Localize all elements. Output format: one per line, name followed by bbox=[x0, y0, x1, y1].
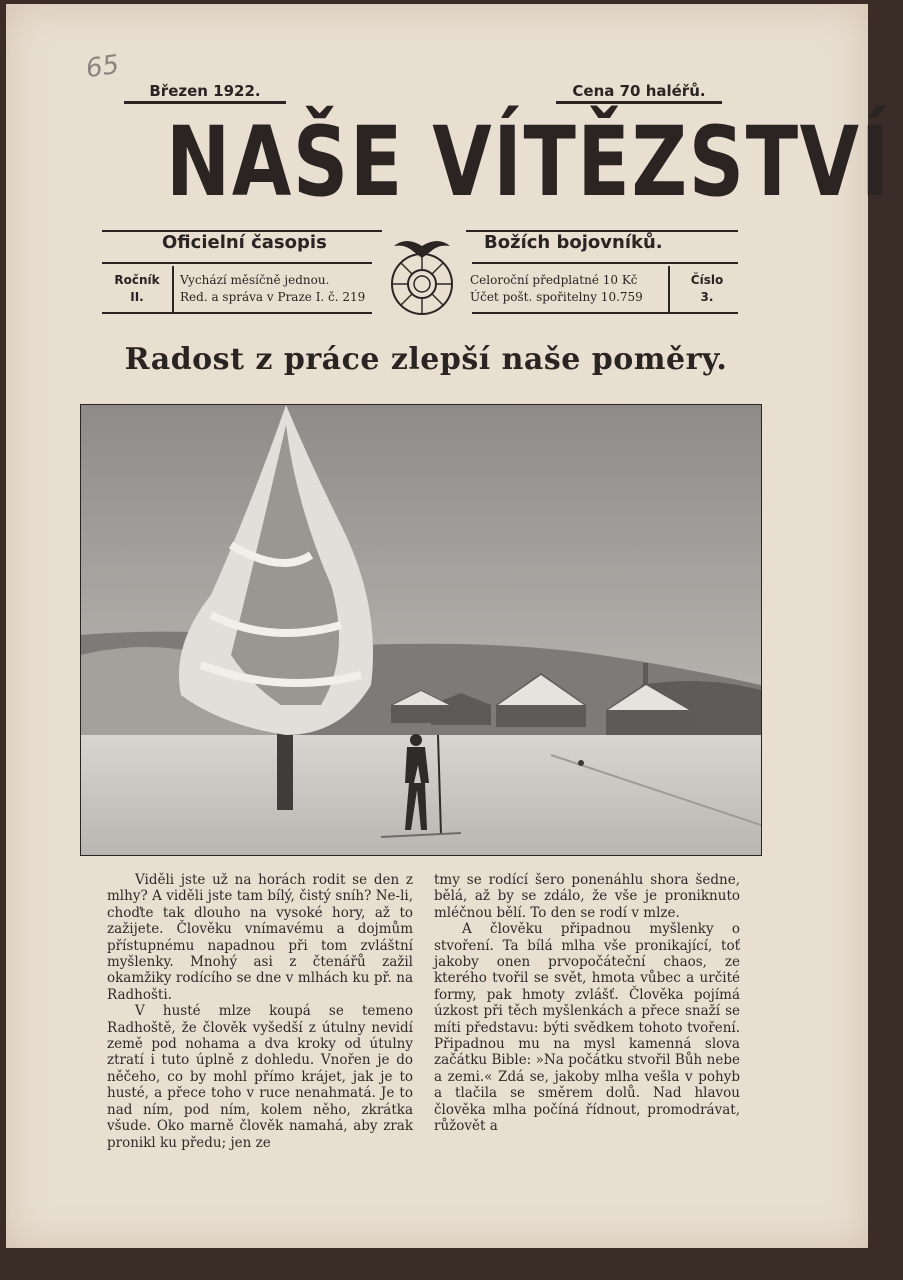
volume-block bbox=[106, 272, 168, 306]
info-rule-top-left bbox=[102, 262, 372, 264]
pencil-note: 65 bbox=[84, 49, 122, 85]
subscription-line-1: Celoroční předplatné 10 Kč bbox=[470, 273, 638, 287]
article-paragraph: V husté mlze koupá se temeno Radhoště, že člověk vyšedší z útulny nevidí země pod nohama a dva kroky od útulny ztratí i tuto úplně z dohledu. Vnořen je do něčeho, co by mohl přímo krájet, jak je to husté, a přece toho v ruce nenahmatá. Je to nad ním, pod ním, kolem něho, zkrátka všude. Oko marně člověk namahá, aby zrak pronikl ku předu; jen ze bbox=[107, 1003, 413, 1151]
volume-value: II. bbox=[130, 290, 144, 304]
publisher-line-1: Vychází měsíčně jednou. bbox=[180, 273, 330, 287]
newspaper-page bbox=[6, 4, 891, 1248]
masthead-title: NAŠE VÍTĚZSTVÍ bbox=[166, 106, 891, 218]
article-headline: Radost z práce zlepší naše poměry. bbox=[124, 342, 728, 377]
article-column-left bbox=[107, 872, 413, 1151]
eagle-emblem-icon bbox=[384, 232, 460, 318]
subtitle-left: Oficielní časopis bbox=[162, 232, 327, 253]
info-rule-bottom-left bbox=[102, 312, 372, 314]
article-paragraph: tmy se rodící šero ponenáhlu shora šedne, bělá, až by se zdálo, že vše je proniknuto mléčnou bělí. To den se rodí v mlze. bbox=[434, 872, 740, 921]
subtitle-right: Božích bojovníků. bbox=[484, 232, 663, 253]
issue-date: Březen 1922. bbox=[124, 82, 286, 104]
subscription-line-2: Účet pošt. spořitelny 10.759 bbox=[470, 290, 643, 304]
info-divider bbox=[172, 266, 174, 312]
info-divider bbox=[668, 266, 670, 312]
volume-label: Ročník bbox=[114, 273, 160, 287]
publisher-line-2: Red. a správa v Praze I. č. 219 bbox=[180, 290, 366, 304]
article-paragraph: Viděli jste už na horách rodit se den z mlhy? A viděli jste tam bílý, čistý sníh? Ne-li, choďte tak dlouho na vysoké hory, až to zažijete. Člověku vnímavému a dojmům přístupnému napadnou při tom zvláštní myšlenky. Mnohý asi z čtenářů zažil okamžiky rodícího se dne v mlhách ku př. na Radhošti. bbox=[107, 872, 413, 1003]
info-rule-top-right bbox=[472, 262, 738, 264]
article-paragraph: A člověku připadnou myšlenky o stvoření. Ta bílá mlha vše pronikající, toť jakoby onen prvopočáteční chaos, ze kterého tvořil se svět, hmota vůbec a určité formy, pak hmoty zvlášť. Člověka pojímá úzkost při těch myšlenkách a přece snaží se míti představu: býti svědkem tohoto tvoření. Připadnou mu na mysl kamenná slova začátku Bible: »Na počátku stvořil Bůh nebe a zemi.« Zdá se, jakoby mlha vešla v pohyb a tlačila se směrem dolů. Nad hlavou člověka mlha počíná řídnout, promodrávat, růžovět a bbox=[434, 921, 740, 1135]
winter-landscape-photo bbox=[80, 404, 762, 856]
issue-value: 3. bbox=[700, 290, 714, 304]
subscription-block bbox=[470, 272, 666, 306]
info-rule-bottom-right bbox=[472, 312, 738, 314]
issue-block bbox=[676, 272, 738, 306]
issue-label: Číslo bbox=[690, 273, 724, 287]
article-column-right bbox=[434, 872, 740, 1135]
publisher-block bbox=[180, 272, 376, 306]
issue-price: Cena 70 haléřů. bbox=[556, 82, 722, 104]
